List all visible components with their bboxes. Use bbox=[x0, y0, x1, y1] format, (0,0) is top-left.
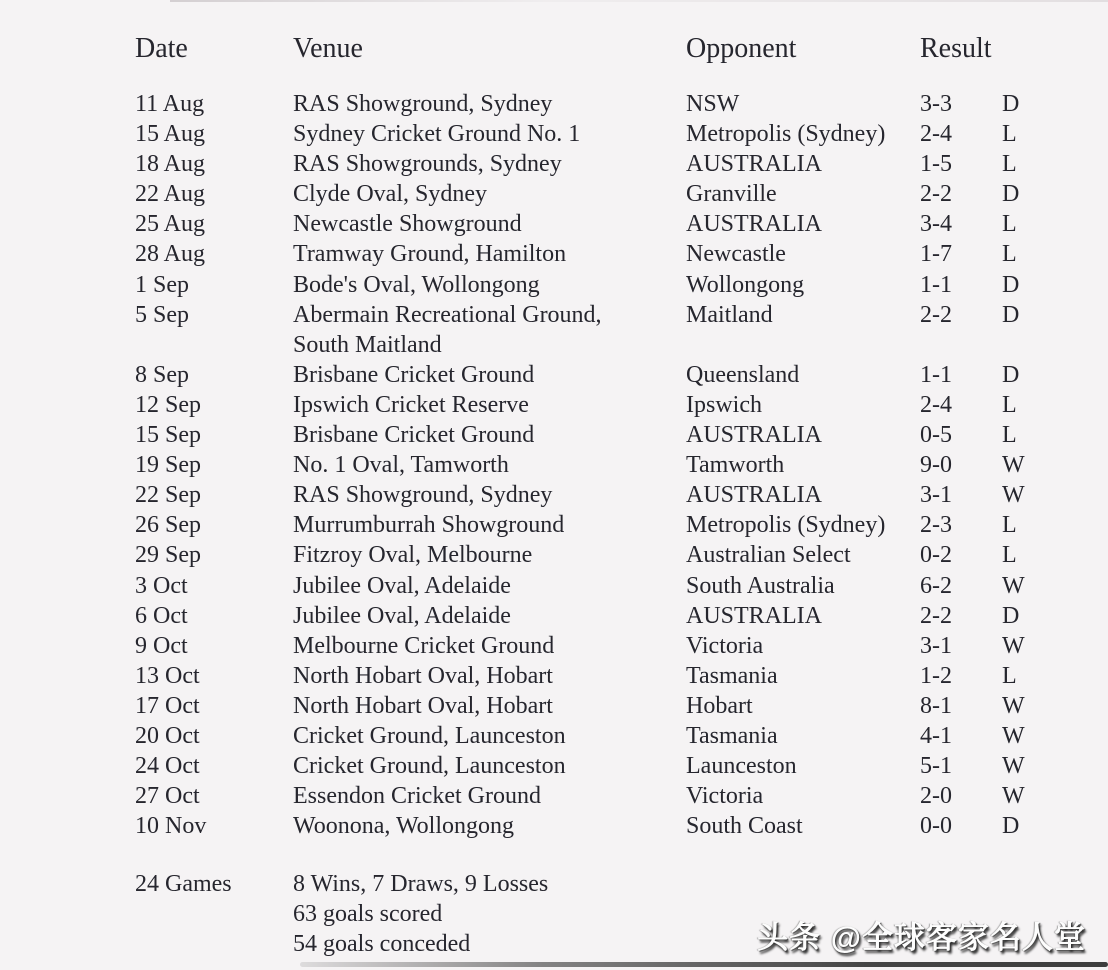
cell-venue bbox=[293, 450, 686, 480]
cell-venue bbox=[293, 270, 686, 300]
table-row bbox=[135, 540, 1062, 570]
cell-venue bbox=[293, 540, 686, 570]
cell-venue bbox=[293, 149, 686, 179]
cell-score: 2-0 bbox=[920, 783, 952, 810]
cell-outcome: L bbox=[1002, 121, 1017, 148]
table-row bbox=[135, 270, 1062, 300]
cell-outcome: W bbox=[1002, 632, 1025, 659]
table-row bbox=[135, 420, 1062, 450]
cell-outcome: D bbox=[1002, 271, 1020, 298]
table-row bbox=[135, 631, 1062, 661]
cell-date: 25 Aug bbox=[135, 211, 206, 238]
table-row bbox=[135, 300, 1062, 360]
table-row bbox=[135, 239, 1062, 269]
cell-score: 8-1 bbox=[920, 692, 952, 719]
cell-score: 0-5 bbox=[920, 422, 952, 449]
table-row bbox=[135, 119, 1062, 149]
results-rows bbox=[135, 89, 1062, 841]
cell-date: 20 Oct bbox=[135, 722, 200, 749]
venue-line: North Hobart Oval, Hobart bbox=[293, 692, 553, 719]
cell-opponent: AUSTRALIA bbox=[686, 151, 822, 178]
cell-date: 24 Oct bbox=[135, 753, 200, 780]
cell-date: 17 Oct bbox=[135, 692, 200, 719]
venue-line: Abermain Recreational Ground, bbox=[293, 301, 602, 328]
table-row bbox=[135, 149, 1062, 179]
venue-line: Bode's Oval, Wollongong bbox=[293, 271, 540, 298]
venue-line: Jubilee Oval, Adelaide bbox=[293, 572, 511, 599]
cell-date: 22 Aug bbox=[135, 181, 206, 208]
cell-score: 1-5 bbox=[920, 151, 952, 178]
cell-venue bbox=[293, 811, 686, 841]
venue-line: Brisbane Cricket Ground bbox=[293, 361, 535, 388]
cell-outcome: D bbox=[1002, 91, 1020, 117]
table-row bbox=[135, 781, 1062, 811]
cell-opponent: AUSTRALIA bbox=[686, 602, 822, 629]
cell-outcome: L bbox=[1002, 662, 1017, 689]
top-edge-line bbox=[170, 0, 1108, 2]
venue-line: RAS Showground, Sydney bbox=[293, 482, 553, 509]
cell-date: 19 Sep bbox=[135, 452, 201, 479]
table-row bbox=[135, 480, 1062, 510]
results-table bbox=[135, 33, 1062, 841]
cell-outcome: L bbox=[1002, 542, 1017, 569]
venue-line: Cricket Ground, Launceston bbox=[293, 722, 566, 749]
cell-opponent: AUSTRALIA bbox=[686, 482, 822, 509]
table-row bbox=[135, 360, 1062, 390]
cell-score: 2-3 bbox=[920, 512, 952, 539]
cell-opponent: Victoria bbox=[686, 783, 764, 810]
cell-opponent: AUSTRALIA bbox=[686, 211, 822, 238]
cell-date: 3 Oct bbox=[135, 572, 188, 599]
cell-outcome: W bbox=[1002, 452, 1025, 479]
cell-venue bbox=[293, 691, 686, 721]
cell-opponent: South Coast bbox=[686, 813, 803, 840]
cell-outcome: W bbox=[1002, 572, 1025, 599]
cell-outcome: D bbox=[1002, 181, 1020, 208]
cell-date: 12 Sep bbox=[135, 391, 201, 418]
cell-score: 2-2 bbox=[920, 301, 952, 328]
table-row bbox=[135, 209, 1062, 239]
cell-date: 8 Sep bbox=[135, 361, 189, 388]
cell-date: 15 Aug bbox=[135, 121, 206, 148]
cell-outcome: L bbox=[1002, 422, 1017, 449]
cell-date: 27 Oct bbox=[135, 783, 200, 810]
venue-line: RAS Showgrounds, Sydney bbox=[293, 151, 562, 178]
venue-line: Cricket Ground, Launceston bbox=[293, 753, 566, 780]
cell-score: 2-2 bbox=[920, 602, 952, 629]
summary-lines bbox=[293, 869, 548, 959]
header-result: Result bbox=[920, 33, 992, 64]
table-row bbox=[135, 571, 1062, 601]
table-row bbox=[135, 661, 1062, 691]
summary-goals-conceded: 54 goals conceded bbox=[293, 931, 471, 958]
cell-score: 1-1 bbox=[920, 361, 952, 388]
cell-score: 6-2 bbox=[920, 572, 952, 599]
cell-venue bbox=[293, 300, 686, 360]
cell-opponent: Tasmania bbox=[686, 722, 778, 749]
table-row bbox=[135, 450, 1062, 480]
cell-venue bbox=[293, 661, 686, 691]
cell-venue bbox=[293, 239, 686, 269]
cell-date: 26 Sep bbox=[135, 512, 201, 539]
table-row bbox=[135, 390, 1062, 420]
venue-line: Essendon Cricket Ground bbox=[293, 783, 541, 810]
summary-games: 24 Games bbox=[135, 871, 232, 897]
cell-opponent: Metropolis (Sydney) bbox=[686, 512, 886, 539]
cell-venue bbox=[293, 480, 686, 510]
cell-date: 28 Aug bbox=[135, 241, 206, 268]
cell-venue bbox=[293, 601, 686, 631]
venue-line: No. 1 Oval, Tamworth bbox=[293, 452, 509, 479]
cell-venue bbox=[293, 631, 686, 661]
cell-opponent: South Australia bbox=[686, 572, 835, 599]
cell-score: 1-1 bbox=[920, 271, 952, 298]
cell-outcome: W bbox=[1002, 692, 1025, 719]
venue-line: Fitzroy Oval, Melbourne bbox=[293, 542, 533, 569]
cell-outcome: L bbox=[1002, 211, 1017, 238]
venue-line: Clyde Oval, Sydney bbox=[293, 181, 487, 208]
cell-date: 11 Aug bbox=[135, 91, 205, 117]
cell-score: 3-3 bbox=[920, 91, 952, 117]
cell-opponent: Maitland bbox=[686, 301, 773, 328]
cell-outcome: L bbox=[1002, 241, 1017, 268]
cell-date: 10 Nov bbox=[135, 813, 207, 840]
cell-score: 5-1 bbox=[920, 753, 952, 780]
cell-venue bbox=[293, 510, 686, 540]
cell-date: 15 Sep bbox=[135, 422, 201, 449]
venue-line: Tramway Ground, Hamilton bbox=[293, 241, 567, 268]
cell-opponent: Launceston bbox=[686, 753, 797, 780]
cell-score: 0-2 bbox=[920, 542, 952, 569]
cell-venue bbox=[293, 390, 686, 420]
cell-opponent: Metropolis (Sydney) bbox=[686, 121, 886, 148]
venue-line: Ipswich Cricket Reserve bbox=[293, 391, 529, 418]
cell-score: 1-7 bbox=[920, 241, 952, 268]
cell-date: 18 Aug bbox=[135, 151, 206, 178]
cell-opponent: Newcastle bbox=[686, 241, 786, 268]
cell-score: 3-4 bbox=[920, 211, 952, 238]
cell-date: 1 Sep bbox=[135, 271, 189, 298]
cell-opponent: Granville bbox=[686, 181, 777, 208]
cell-outcome: W bbox=[1002, 783, 1025, 810]
venue-line: RAS Showground, Sydney bbox=[293, 91, 553, 117]
cell-score: 2-2 bbox=[920, 181, 952, 208]
cell-venue bbox=[293, 360, 686, 390]
cell-venue bbox=[293, 209, 686, 239]
cell-opponent: Ipswich bbox=[686, 391, 762, 418]
cell-venue bbox=[293, 751, 686, 781]
venue-line: Brisbane Cricket Ground bbox=[293, 422, 535, 449]
table-row bbox=[135, 811, 1062, 841]
summary-record: 8 Wins, 7 Draws, 9 Losses bbox=[293, 871, 549, 897]
cell-venue bbox=[293, 119, 686, 149]
cell-outcome: L bbox=[1002, 151, 1017, 178]
cell-opponent: Wollongong bbox=[686, 271, 805, 298]
table-row bbox=[135, 751, 1062, 781]
cell-outcome: D bbox=[1002, 361, 1020, 388]
summary-goals-scored: 63 goals scored bbox=[293, 901, 443, 928]
cell-outcome: L bbox=[1002, 512, 1017, 539]
cell-opponent: Queensland bbox=[686, 361, 800, 388]
cell-outcome: L bbox=[1002, 391, 1017, 418]
cell-outcome: D bbox=[1002, 813, 1020, 840]
summary bbox=[135, 869, 548, 959]
cell-date: 22 Sep bbox=[135, 482, 201, 509]
cell-date: 13 Oct bbox=[135, 662, 200, 689]
cell-opponent: AUSTRALIA bbox=[686, 422, 822, 449]
header-venue: Venue bbox=[293, 33, 363, 64]
cell-outcome: W bbox=[1002, 753, 1025, 780]
table-row bbox=[135, 691, 1062, 721]
cell-outcome: W bbox=[1002, 482, 1025, 509]
cell-score: 4-1 bbox=[920, 722, 952, 749]
venue-line: Melbourne Cricket Ground bbox=[293, 632, 555, 659]
cell-opponent: Tamworth bbox=[686, 452, 785, 479]
cell-date: 5 Sep bbox=[135, 301, 189, 328]
cell-opponent: Hobart bbox=[686, 692, 753, 719]
cell-venue bbox=[293, 179, 686, 209]
cell-outcome: W bbox=[1002, 722, 1025, 749]
cell-venue bbox=[293, 781, 686, 811]
cell-venue bbox=[293, 571, 686, 601]
table-header bbox=[135, 33, 1062, 65]
cell-date: 29 Sep bbox=[135, 542, 201, 569]
header-opponent: Opponent bbox=[686, 33, 797, 64]
venue-line: North Hobart Oval, Hobart bbox=[293, 662, 553, 689]
venue-line: Newcastle Showground bbox=[293, 211, 522, 238]
cell-opponent: NSW bbox=[686, 91, 740, 117]
venue-line: Jubilee Oval, Adelaide bbox=[293, 602, 511, 629]
cell-score: 2-4 bbox=[920, 391, 952, 418]
cell-venue bbox=[293, 721, 686, 751]
cell-date: 6 Oct bbox=[135, 602, 188, 629]
watermark: 头条 @全球客家名人堂 bbox=[757, 920, 1086, 955]
venue-line: Woonona, Wollongong bbox=[293, 813, 515, 840]
cell-score: 3-1 bbox=[920, 482, 952, 509]
venue-line: South Maitland bbox=[293, 331, 442, 358]
header-date: Date bbox=[135, 33, 188, 64]
cell-date: 9 Oct bbox=[135, 632, 188, 659]
table-row bbox=[135, 89, 1062, 119]
cell-venue bbox=[293, 89, 686, 119]
table-row bbox=[135, 179, 1062, 209]
cell-opponent: Victoria bbox=[686, 632, 764, 659]
cell-score: 0-0 bbox=[920, 813, 952, 840]
bottom-edge-line bbox=[300, 962, 1108, 967]
table-row bbox=[135, 601, 1062, 631]
venue-line: Murrumburrah Showground bbox=[293, 512, 565, 539]
venue-line: Sydney Cricket Ground No. 1 bbox=[293, 121, 581, 148]
cell-score: 3-1 bbox=[920, 632, 952, 659]
cell-opponent: Tasmania bbox=[686, 662, 778, 689]
table-row bbox=[135, 510, 1062, 540]
cell-score: 9-0 bbox=[920, 452, 952, 479]
cell-venue bbox=[293, 420, 686, 450]
cell-opponent: Australian Select bbox=[686, 542, 851, 569]
cell-score: 2-4 bbox=[920, 121, 952, 148]
cell-outcome: D bbox=[1002, 602, 1020, 629]
table-row bbox=[135, 721, 1062, 751]
cell-outcome: D bbox=[1002, 301, 1020, 328]
cell-score: 1-2 bbox=[920, 662, 952, 689]
